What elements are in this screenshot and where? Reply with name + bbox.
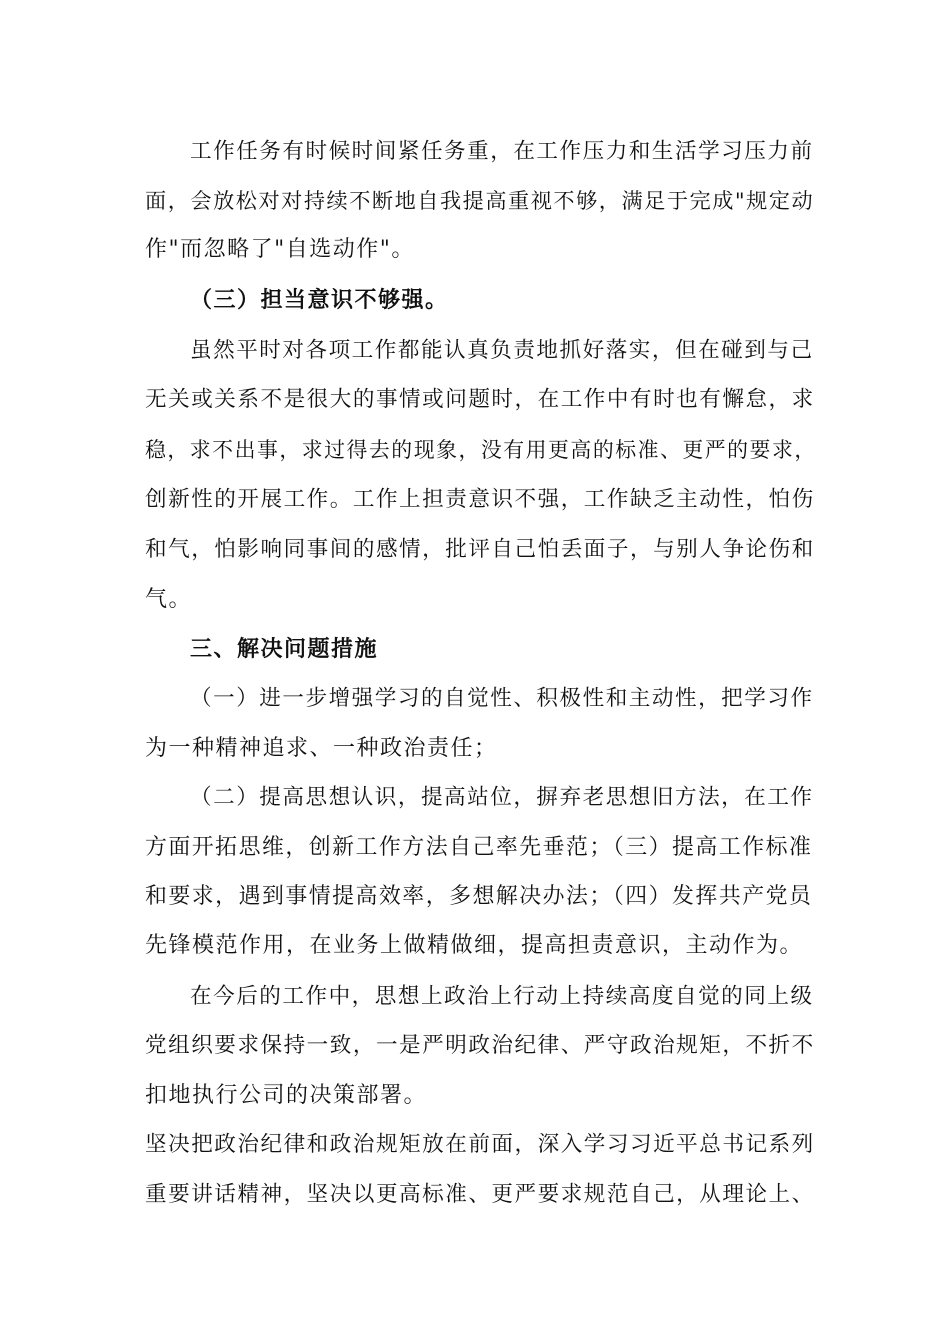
- paragraph-line: （一）进一步增强学习的自觉性、积极性和主动性，把学习作: [190, 686, 814, 711]
- paragraph-line: 和气，怕影响同事间的感情，批评自己怕丢面子，与别人争论伤和: [145, 537, 815, 562]
- paragraph-line: 无关或关系不是很大的事情或问题时，在工作中有时也有懈怠，求: [145, 387, 815, 412]
- paragraph-line: 稳，求不出事，求过得去的现象，没有用更高的标准、更严的要求，: [145, 438, 817, 462]
- paragraph-line: 面，会放松对对持续不断地自我提高重视不够，满足于完成"规定动: [145, 188, 815, 213]
- paragraph-line: 方面开拓思维，创新工作方法自己率先垂范；（三）提高工作标准: [145, 835, 813, 860]
- paragraph-line: 在今后的工作中，思想上政治上行动上持续高度自觉的同上级: [190, 984, 814, 1009]
- paragraph-line: 为一种精神追求、一种政治责任；: [145, 736, 498, 761]
- paragraph-line: 扣地执行公司的决策部署。: [145, 1083, 428, 1108]
- section-heading: （三）担当意识不够强。: [190, 287, 449, 313]
- paragraph-line: 党组织要求保持一致，一是严明政治纪律、严守政治规矩，不折不: [145, 1033, 815, 1058]
- paragraph-line: 创新性的开展工作。工作上担责意识不强，工作缺乏主动性，怕伤: [145, 487, 815, 512]
- paragraph-line: 作"而忽略了"自选动作"。: [145, 237, 415, 262]
- paragraph-line: 和要求，遇到事情提高效率，多想解决办法；（四）发挥共产党员: [145, 884, 813, 909]
- paragraph-line: （二）提高思想认识，提高站位，摒弃老思想旧方法，在工作: [190, 785, 814, 810]
- paragraph-line: 重要讲话精神，坚决以更高标准、更严要求规范自己，从理论上、: [145, 1182, 815, 1207]
- paragraph-line: 气。: [145, 587, 193, 612]
- paragraph-line: 工作任务有时候时间紧任务重，在工作压力和生活学习压力前: [190, 139, 814, 164]
- section-heading: 三、解决问题措施: [190, 636, 379, 662]
- paragraph-line: 先锋模范作用，在业务上做精做细，提高担责意识，主动作为。: [145, 933, 804, 958]
- paragraph-line: 虽然平时对各项工作都能认真负责地抓好落实，但在碰到与己: [190, 338, 814, 363]
- paragraph-line: 坚决把政治纪律和政治规矩放在前面，深入学习习近平总书记系列: [145, 1132, 815, 1157]
